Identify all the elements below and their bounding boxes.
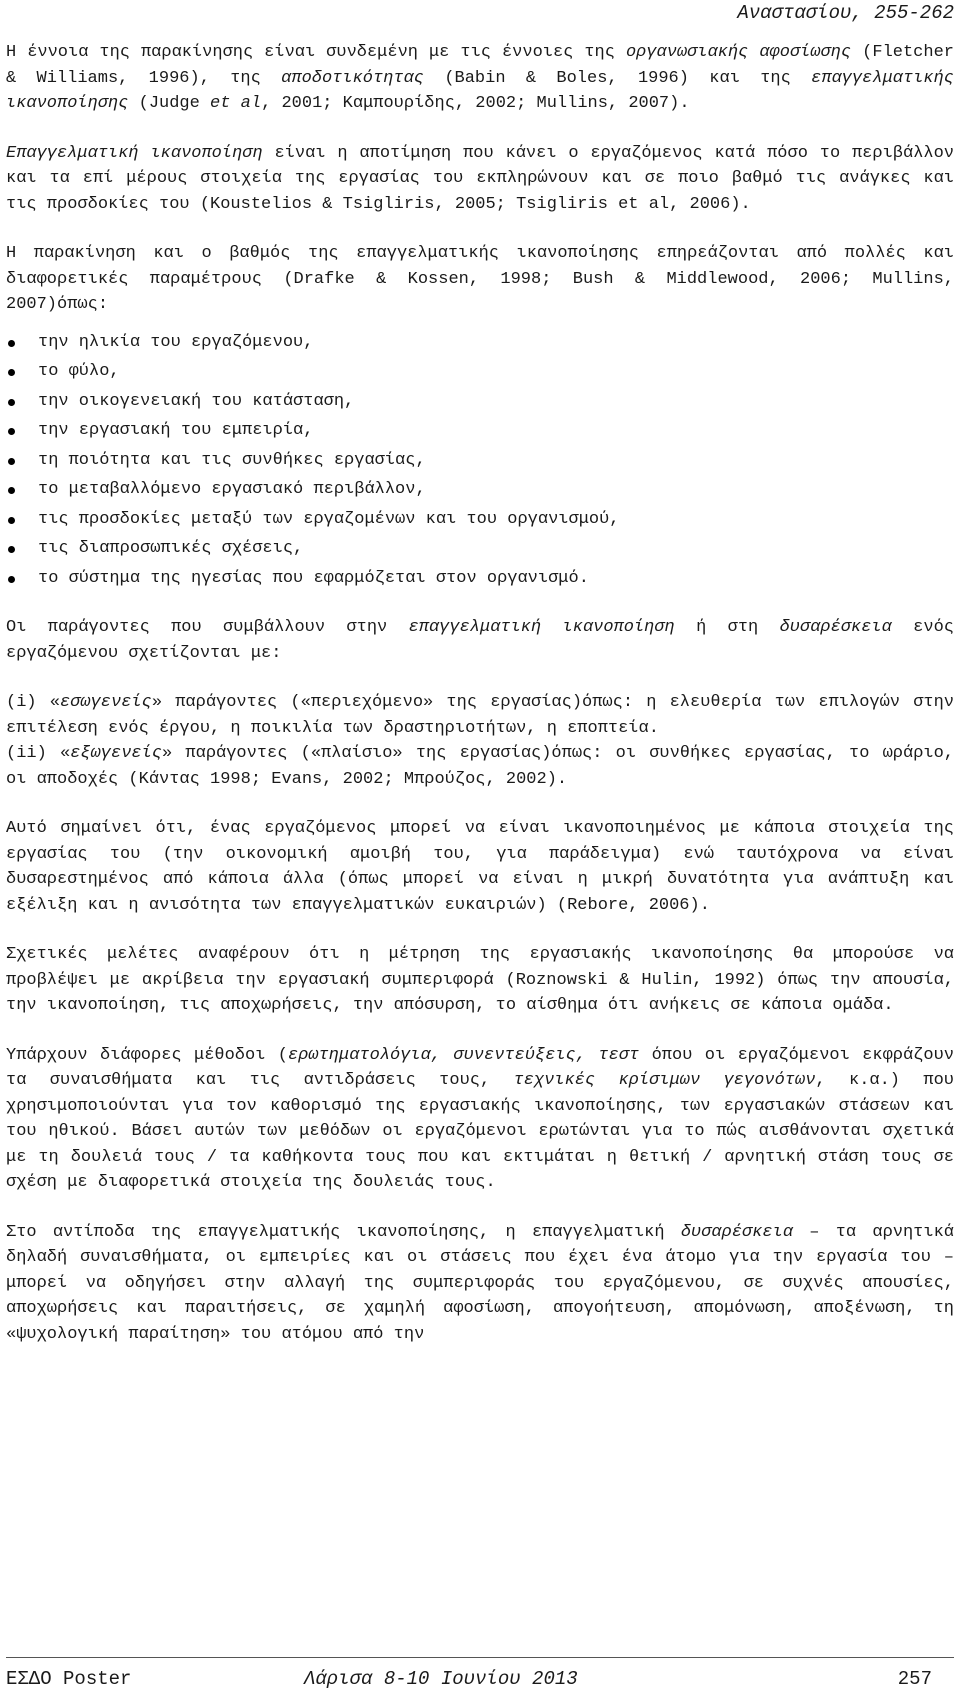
- italic-run: δυσαρέσκεια: [779, 618, 892, 637]
- text-run: » παράγοντες («πλαίσιο» της εργασίας)όπως: οι συνθήκες εργασίας, το ωράριο, οι αποδοχές (Κάντας 1998; Evans, 2002; Μπρούζος, 2002).: [6, 744, 955, 789]
- text-run: (Judge: [128, 94, 211, 113]
- list-item: [6, 446, 954, 476]
- italic-run: αποδοτικότητας: [281, 68, 424, 88]
- factor-list: [6, 328, 954, 594]
- text-run: Η παρακίνηση και ο βαθμός της επαγγελματικής ικανοποίησης επηρεάζονται από πολλές και διαφορετικές παραμέτρους (Drafke & Kossen, 1998; Bush & Middlewood, 2006; Mullins, 2007)όπως:: [6, 244, 954, 314]
- list-item-text: το φύλο,: [38, 362, 120, 381]
- paragraph: [6, 40, 954, 117]
- text-run: (Fletcher & Williams, 1996), της: [6, 43, 954, 88]
- list-item-text: τις διαπροσωπικές σχέσεις,: [38, 539, 304, 558]
- italic-run: δυσαρέσκεια: [680, 1222, 794, 1242]
- italic-run: επαγγελματική ικανοποίηση: [408, 618, 675, 637]
- body-text: [6, 40, 954, 1371]
- list-item: [6, 357, 954, 387]
- list-item: [6, 475, 954, 505]
- text-run: – τα αρνητικά δηλαδή συναισθήματα, οι εμπειρίες και οι στάσεις που έχει ένα άτομο για την εργασία του – μπορεί να οδηγήσει στην αλλαγή της συμπεριφοράς του εργαζόμενου, σε συχνές απουσίες, αποχωρήσεις και παραιτήσεις, σε χαμηλή αφοσίωση, απογοήτευση, απομόνωση, αποξένωση, τη «ψυχολογική παραίτηση» του ατόμου από την: [6, 1222, 954, 1344]
- italic-run: εξωγενείς: [70, 744, 163, 763]
- text-run: (ii) «: [6, 744, 71, 763]
- text-run: » παράγοντες («περιεχόμενο» της εργασίας)όπως: η ελευθερία των επιλογών στην επιτέλεση ενός έργου, η ποικιλία των δραστηριοτήτων, η εποπτεία.: [6, 693, 954, 738]
- list-item-text: την εργασιακή του εμπειρία,: [38, 421, 314, 440]
- paragraph: [6, 690, 954, 741]
- paragraph: [6, 141, 954, 218]
- paragraph: [6, 1043, 954, 1196]
- text-run: ή στη: [674, 618, 780, 637]
- bullet-icon: [8, 399, 15, 406]
- bullet-icon: [8, 517, 15, 524]
- bullet-icon: [8, 458, 15, 465]
- list-item-text: τη ποιότητα και τις συνθήκες εργασίας,: [38, 450, 426, 470]
- list-item: [6, 534, 954, 564]
- text-run: Αυτό σημαίνει ότι, ένας εργαζόμενος μπορεί να είναι ικανοποιημένος με κάποια στοιχεία της εργασίας του (την οικονομική αμοιβή του, για παράδειγμα) ενώ ταυτόχρονα να είναι δυσαρεστημένος από κάποια άλλα (όπως μπορεί να είναι η μικρή δυνατότητα για ανάπτυξη και εξέλιξη και η ανισότητα των επαγγελματικών ευκαιριών) (Rebore, 2006).: [6, 819, 954, 915]
- italic-run: τεχνικές κρίσιμων γεγονότων: [513, 1071, 816, 1090]
- bullet-icon: [8, 340, 15, 347]
- text-run: Υπάρχουν διάφορες μέθοδοι (: [6, 1045, 288, 1065]
- text-run: Οι παράγοντες που συμβάλλουν στην: [6, 618, 409, 637]
- paragraph: [6, 942, 954, 1019]
- text-run: Σχετικές μελέτες αναφέρουν ότι η μέτρηση της εργασιακής ικανοποίησης θα μπορούσε να προβλέψει με ακρίβεια την εργασιακή συμπεριφορά (Roznowski & Hulin, 1992) όπως την απουσία, την ικανοποίηση, τις αποχωρήσεις, την απόσυρση, το αίσθημα ότι ανήκεις σε κάποια ομάδα.: [6, 945, 954, 1015]
- text-run: (i) «: [6, 693, 60, 712]
- bullet-icon: [8, 576, 15, 583]
- list-item: [6, 387, 954, 417]
- italic-run: Επαγγελματική ικανοποίηση: [6, 143, 263, 163]
- paragraph: [6, 615, 954, 666]
- text-run: είναι η αποτίμηση που κάνει ο εργαζόμενος κατά πόσο το περιβάλλον και τα επί μέρους στοιχεία της εργασίας του εκπληρώνουν και σε ποιο βαθμό τις ανάγκες και τις προσδοκίες του (Koustelios & Tsigliris, 2005; Tsigliris et al, 2006).: [6, 143, 955, 214]
- text-run: (Babin & Boles, 1996) και της: [424, 68, 812, 88]
- text-run: ενός εργαζόμενου σχετίζονται με:: [6, 618, 954, 663]
- italic-run: ερωτηματολόγια, συνεντεύξεις, τεστ: [288, 1045, 640, 1065]
- footer-venue-date: Λάρισα 8-10 Ιουνίου 2013: [304, 1668, 578, 1690]
- list-item-text: την ηλικία του εργαζόμενου,: [38, 332, 314, 352]
- italic-run: επαγγελματικής ικανοποίησης: [6, 68, 954, 113]
- italic-run: εσωγενείς: [60, 693, 152, 712]
- list-item-text: το σύστημα της ηγεσίας που εφαρμόζεται στον οργανισμό.: [38, 568, 589, 588]
- bullet-icon: [8, 546, 15, 553]
- list-item: [6, 505, 954, 535]
- list-item: [6, 416, 954, 446]
- running-header: Αναστασίου, 255-262: [737, 2, 954, 24]
- paragraph: [6, 241, 954, 318]
- list-item: [6, 328, 954, 358]
- list-item: [6, 564, 954, 594]
- page-footer: [0, 1657, 960, 1693]
- text-run: , κ.α.) που χρησιμοποιούνται για τον καθορισμό της εργασιακής ικανοποίησης, των εργασιακών στάσεων και του ηθικού. Βάσει αυτών των μεθόδων οι εργαζόμενοι ερωτώνται για το πώς αισθάνονται σχετικά με τη δουλειά τους / τα καθήκοντα τους που και εκτιμάται η θετική / αρνητική στάση τους σε σχέση με διαφορετικά στοιχεία της δουλειάς τους.: [6, 1071, 954, 1192]
- list-item-text: το μεταβαλλόμενο εργασιακό περιβάλλον,: [38, 480, 426, 499]
- text-run: Η έννοια της παρακίνησης είναι συνδεμένη με τις έννοιες της: [6, 43, 626, 62]
- bullet-icon: [8, 428, 15, 435]
- text-run: όπου οι εργαζόμενοι εκφράζουν τα συναισθήματα και τις αντιδράσεις τους,: [6, 1045, 954, 1090]
- bullet-icon: [8, 369, 15, 376]
- list-item-text: την οικογενειακή του κατάσταση,: [38, 391, 355, 411]
- paragraph: [6, 816, 954, 918]
- bullet-icon: [8, 487, 15, 494]
- italic-run: et al: [210, 94, 262, 113]
- page-number: 257: [897, 1668, 932, 1690]
- footer-poster-label: ΕΣΔΟ Poster: [6, 1668, 132, 1690]
- list-item-text: τις προσδοκίες μεταξύ των εργαζομένων και του οργανισμού,: [38, 509, 620, 529]
- paragraph: [6, 741, 954, 792]
- text-run: , 2001; Καμπουρίδης, 2002; Mullins, 2007).: [261, 94, 690, 113]
- footer-divider: [6, 1657, 954, 1658]
- text-run: Στο αντίποδα της επαγγελματικής ικανοποίησης, η επαγγελματική: [6, 1222, 681, 1242]
- paragraph: [6, 1220, 954, 1348]
- italic-run: οργανωσιακής αφοσίωσης: [625, 43, 852, 62]
